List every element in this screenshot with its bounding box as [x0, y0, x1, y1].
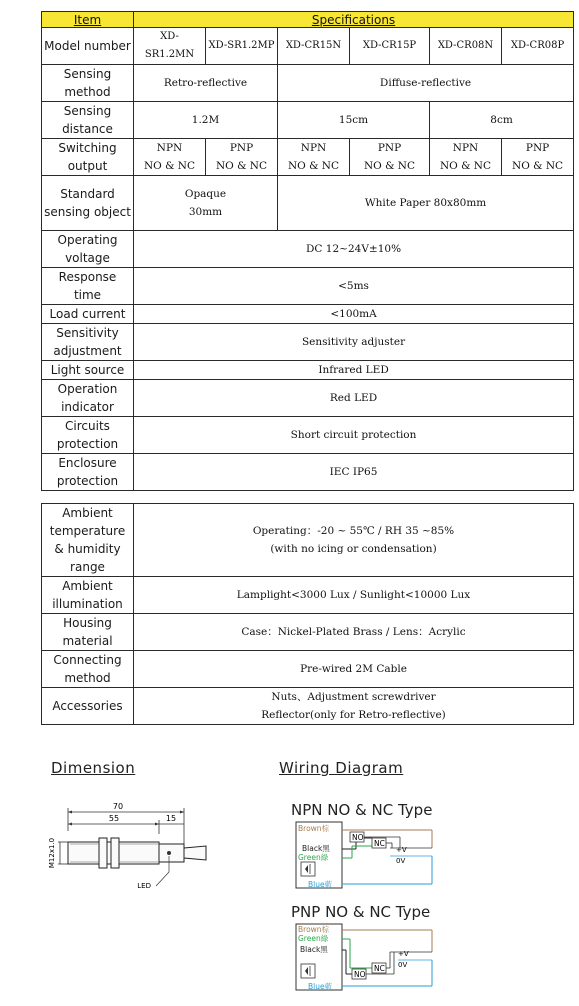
row-label: Response time	[42, 268, 134, 305]
plus-v-label: +V	[396, 846, 407, 854]
blue-wire-label: Blue藍	[308, 982, 333, 991]
black-wire-label: Black黑	[300, 945, 328, 954]
green-wire-label: Green綠	[298, 853, 329, 862]
spec-row	[42, 324, 574, 361]
spec-row	[42, 305, 574, 324]
dim-thread-label: M12x1.0	[48, 837, 56, 869]
row-label: Sensitivity adjustment	[42, 324, 134, 361]
env-value: Operating：-20 ~ 55℃ / RH 35 ~85% (with no icing or condensation)	[134, 504, 574, 577]
row-label: Enclosure protection	[42, 454, 134, 491]
env-label: Ambient temperature & humidity range	[42, 504, 134, 577]
env-label: Ambient illumination	[42, 577, 134, 614]
env-row	[42, 504, 574, 577]
model-cell: XD-CR15N	[278, 28, 350, 65]
row-value: DC 12~24V±10%	[134, 231, 574, 268]
white-paper-cell: White Paper 80x80mm	[278, 176, 574, 231]
row-label: Circuits protection	[42, 417, 134, 454]
spec-row	[42, 417, 574, 454]
row-label: Operation indicator	[42, 380, 134, 417]
blue-wire-label: Blue藍	[308, 880, 333, 889]
spec-row	[42, 454, 574, 491]
sensing-method-row	[42, 65, 574, 102]
item-header: Item	[42, 12, 134, 28]
output-cell: NPN NO & NC	[134, 139, 206, 176]
sensing-distance-label: Sensing distance	[42, 102, 134, 139]
model-row	[42, 28, 574, 65]
spec-row	[42, 361, 574, 380]
output-cell: PNP NO & NC	[206, 139, 278, 176]
row-value: Short circuit protection	[134, 417, 574, 454]
env-row	[42, 614, 574, 651]
nc-label: NC	[374, 964, 385, 973]
zero-v-label: 0V	[398, 961, 408, 969]
output-cell: NPN NO & NC	[430, 139, 502, 176]
env-value: Nuts、Adjustment screwdriver Reflector(only for Retro-reflective)	[134, 688, 574, 725]
distance-cell: 1.2M	[134, 102, 278, 139]
specifications-header: Specifications	[134, 12, 574, 28]
model-cell: XD-SR1.2MN	[134, 28, 206, 65]
output-cell: PNP NO & NC	[502, 139, 574, 176]
model-cell: XD-CR08P	[502, 28, 574, 65]
switching-output-row	[42, 139, 574, 176]
brown-wire-label: Brown棕	[298, 925, 330, 934]
spec-header-row	[42, 12, 574, 28]
sensor-body	[68, 838, 206, 868]
dimension-drawing	[48, 796, 218, 896]
sensing-distance-row	[42, 102, 574, 139]
env-row	[42, 688, 574, 725]
npn-title: NPN NO & NC Type	[291, 801, 433, 819]
brown-wire-label: Brown棕	[298, 824, 330, 833]
row-label: Load current	[42, 305, 134, 324]
row-value: <100mA	[134, 305, 574, 324]
pnp-title: PNP NO & NC Type	[291, 903, 431, 921]
plus-v-label: +V	[398, 950, 409, 958]
env-label: Housing material	[42, 614, 134, 651]
spec-row	[42, 268, 574, 305]
row-value: Infrared LED	[134, 361, 574, 380]
row-value: Sensitivity adjuster	[134, 324, 574, 361]
spec-row	[42, 231, 574, 268]
led-label: LED	[137, 882, 151, 890]
dim-tail-label: 15	[165, 814, 177, 823]
spec-table	[41, 11, 574, 491]
sensing-method-label: Sensing method	[42, 65, 134, 102]
no-label: NO	[352, 833, 364, 842]
row-value: IEC IP65	[134, 454, 574, 491]
dim-total-label: 70	[112, 802, 124, 811]
nc-label: NC	[374, 839, 385, 848]
wiring-diagram-title: Wiring Diagram	[279, 759, 404, 777]
env-table	[41, 503, 574, 725]
spec-row	[42, 380, 574, 417]
green-wire-label: Green綠	[298, 934, 329, 943]
black-wire-label: Black黑	[302, 844, 330, 853]
model-label: Model number	[42, 28, 134, 65]
model-cell: XD-CR15P	[350, 28, 430, 65]
zero-v-label: 0V	[396, 857, 406, 865]
distance-cell: 8cm	[430, 102, 574, 139]
pnp-wiring-diagram	[294, 922, 454, 994]
switching-output-label: Switching output	[42, 139, 134, 176]
retro-reflective-cell: Retro-reflective	[134, 65, 278, 102]
env-row	[42, 651, 574, 688]
row-value: <5ms	[134, 268, 574, 305]
output-cell: PNP NO & NC	[350, 139, 430, 176]
model-cell: XD-CR08N	[430, 28, 502, 65]
dim-body-label: 55	[108, 814, 120, 823]
no-label: NO	[354, 970, 366, 979]
distance-cell: 15cm	[278, 102, 430, 139]
row-label: Light source	[42, 361, 134, 380]
env-label: Accessories	[42, 688, 134, 725]
output-cell: NPN NO & NC	[278, 139, 350, 176]
env-value: Lamplight<3000 Lux / Sunlight<10000 Lux	[134, 577, 574, 614]
env-value: Case：Nickel-Plated Brass / Lens：Acrylic	[134, 614, 574, 651]
row-value: Red LED	[134, 380, 574, 417]
row-label: Operating voltage	[42, 231, 134, 268]
env-label: Connecting method	[42, 651, 134, 688]
env-row	[42, 577, 574, 614]
standard-object-row	[42, 176, 574, 231]
opaque-cell: Opaque 30mm	[134, 176, 278, 231]
led-indicator	[167, 851, 171, 855]
env-value: Pre-wired 2M Cable	[134, 651, 574, 688]
diffuse-reflective-cell: Diffuse-reflective	[278, 65, 574, 102]
model-cell: XD-SR1.2MP	[206, 28, 278, 65]
dimension-title: Dimension	[51, 759, 136, 777]
standard-object-label: Standard sensing object	[42, 176, 134, 231]
npn-wiring-diagram	[294, 820, 454, 892]
